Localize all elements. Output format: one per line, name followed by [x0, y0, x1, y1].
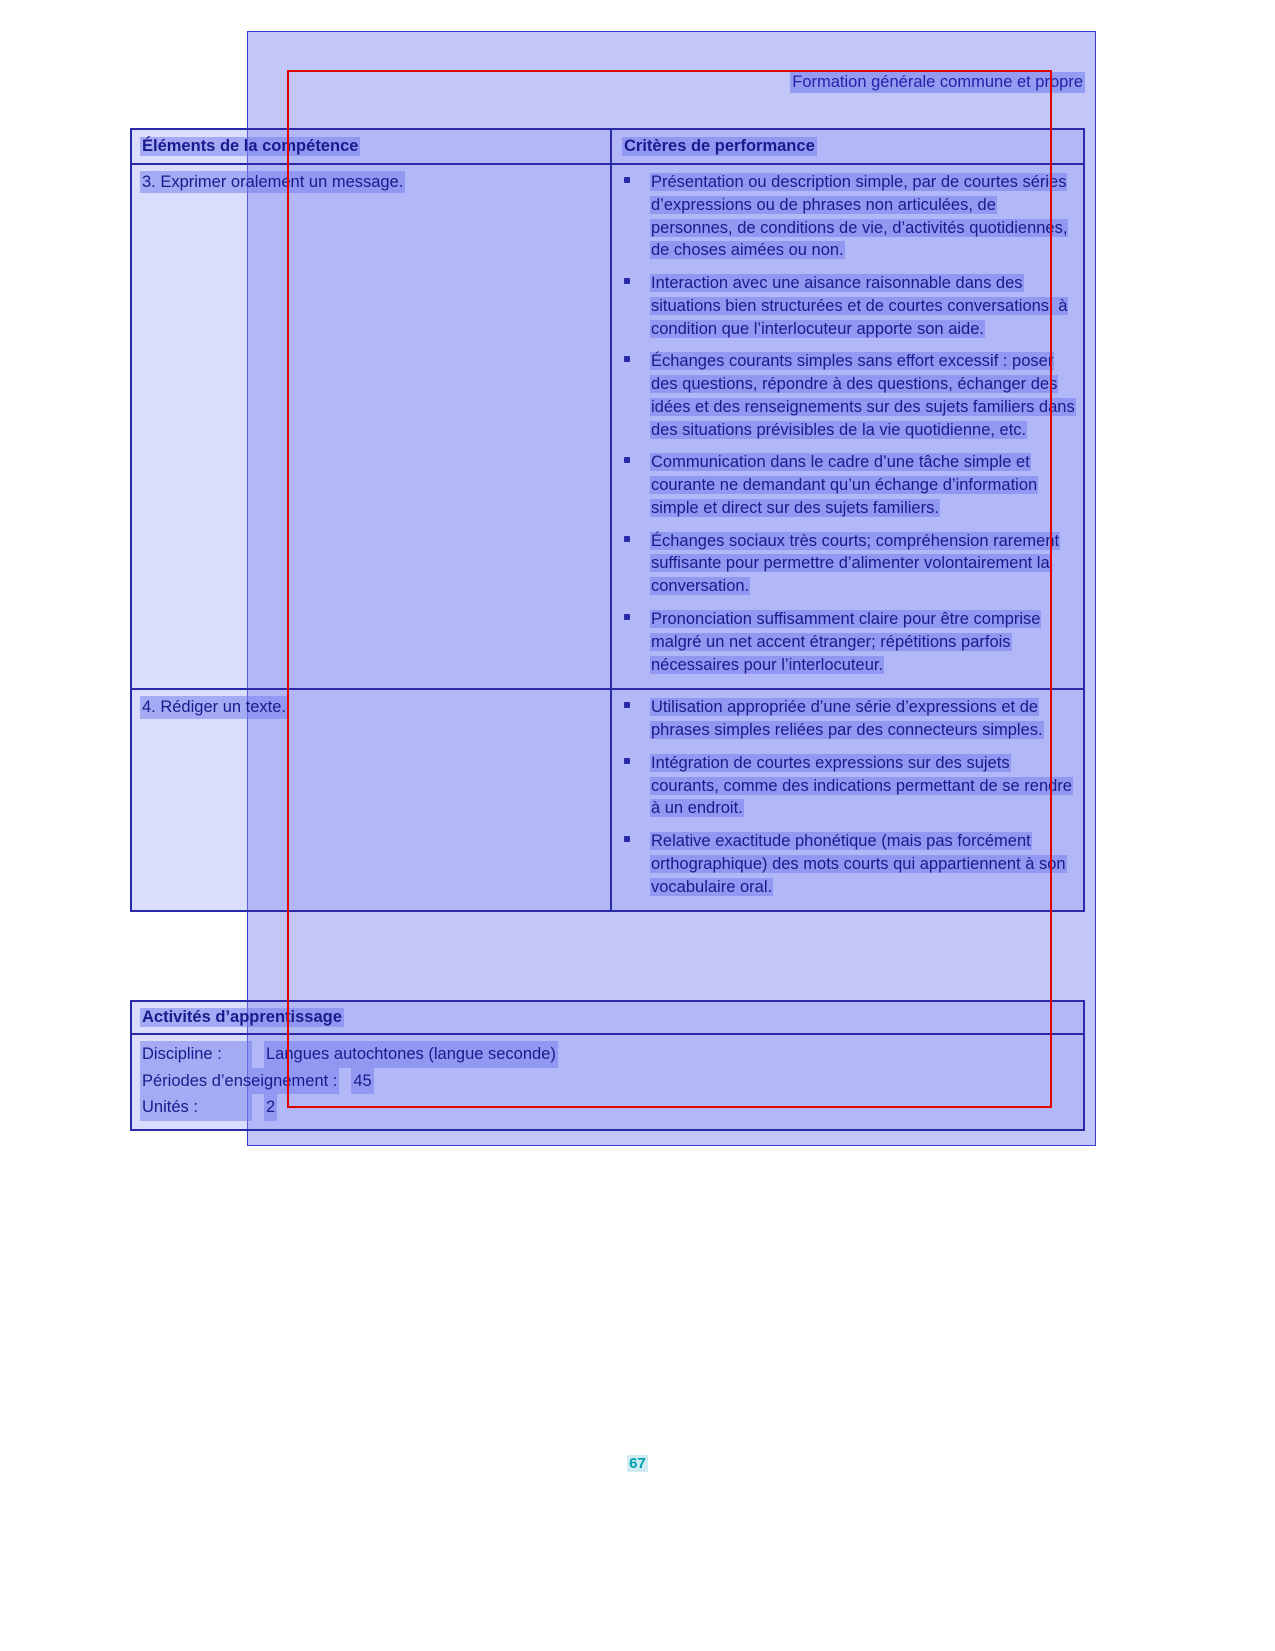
activity-field-periodes [140, 1068, 1075, 1095]
list-item [622, 350, 1075, 441]
list-item [622, 451, 1075, 519]
element-cell [132, 165, 612, 688]
bullet-icon [624, 278, 630, 284]
header-label-criteria: Critères de performance [624, 137, 815, 155]
bullet-icon [624, 758, 630, 764]
activities-header [132, 1002, 1083, 1035]
discipline-label: Discipline : [140, 1041, 252, 1068]
periodes-value: 45 [351, 1068, 373, 1095]
list-item [622, 830, 1075, 898]
table-header-row [132, 130, 1083, 165]
bullet-icon [624, 836, 630, 842]
unites-label: Unités : [140, 1094, 252, 1121]
page-number [0, 1455, 1275, 1472]
page-header: Formation générale commune et propre [792, 73, 1083, 91]
criteria-list [622, 696, 1075, 898]
list-item [622, 696, 1075, 742]
element-cell [132, 690, 612, 910]
element-label: 4. Rédiger un texte. [140, 696, 288, 718]
bullet-icon [624, 177, 630, 183]
bullet-icon [624, 702, 630, 708]
criteria-text: Communication dans le cadre d’une tâche simple et courante ne demandant qu’un échange d’information simple et direct sur des sujets familiers. [651, 453, 1038, 517]
competency-table [130, 128, 1085, 912]
list-item [622, 171, 1075, 262]
list-item [622, 530, 1075, 598]
list-item [622, 272, 1075, 340]
table-row [132, 690, 1083, 910]
criteria-text: Prononciation suffisamment claire pour être comprise malgré un net accent étranger; répétitions parfois nécessaires pour l’interlocuteur. [651, 610, 1041, 674]
unites-value: 2 [264, 1094, 277, 1121]
activity-field-unites [140, 1094, 1075, 1121]
discipline-value: Langues autochtones (langue seconde) [264, 1041, 558, 1068]
periodes-label: Périodes d’enseignement : [140, 1068, 339, 1095]
criteria-cell [612, 690, 1083, 910]
list-item [622, 608, 1075, 676]
criteria-text: Intégration de courtes expressions sur des sujets courants, comme des indications permettant de se rendre à un endroit. [651, 753, 1072, 818]
criteria-text: Interaction avec une aisance raisonnable dans des situations bien structurées et de courtes conversations, à condition que l’interlocuteur apporte son aide. [651, 274, 1068, 338]
bullet-icon [624, 356, 630, 362]
bullet-icon [624, 614, 630, 620]
activities-table [130, 1000, 1085, 1131]
header-cell-elements [132, 130, 612, 163]
criteria-text: Échanges courants simples sans effort excessif : poser des questions, répondre à des questions, échanger des idées et des renseignements sur des sujets familiers dans des situations prévisibles de la vie quotidienne, etc. [651, 352, 1075, 439]
header-label-elements: Éléments de la compétence [142, 137, 359, 155]
activities-body [132, 1035, 1083, 1129]
table-row [132, 165, 1083, 690]
criteria-text: Échanges sociaux très courts; compréhension rarement suffisante pour permettre d’alimenter volontairement la conversation. [651, 531, 1060, 596]
element-label: 3. Exprimer oralement un message. [140, 171, 405, 193]
criteria-cell [612, 165, 1083, 688]
activity-field-discipline [140, 1041, 1075, 1068]
bullet-icon [624, 457, 630, 463]
criteria-text: Présentation ou description simple, par de courtes séries d’expressions ou de phrases non articulées, de personnes, de conditions de vie, d’activités quotidiennes, de choses aimées ou non. [651, 173, 1068, 260]
activities-title: Activités d’apprentissage [142, 1008, 342, 1026]
page-number-value: 67 [629, 1455, 646, 1472]
criteria-text: Utilisation appropriée d’une série d’expressions et de phrases simples reliées par des connecteurs simples. [651, 698, 1043, 740]
bullet-icon [624, 536, 630, 542]
criteria-text: Relative exactitude phonétique (mais pas forcément orthographique) des mots courts qui appartiennent à son vocabulaire oral. [651, 832, 1066, 896]
list-item [622, 752, 1075, 820]
header-cell-criteria [612, 130, 1083, 163]
criteria-list [622, 171, 1075, 676]
